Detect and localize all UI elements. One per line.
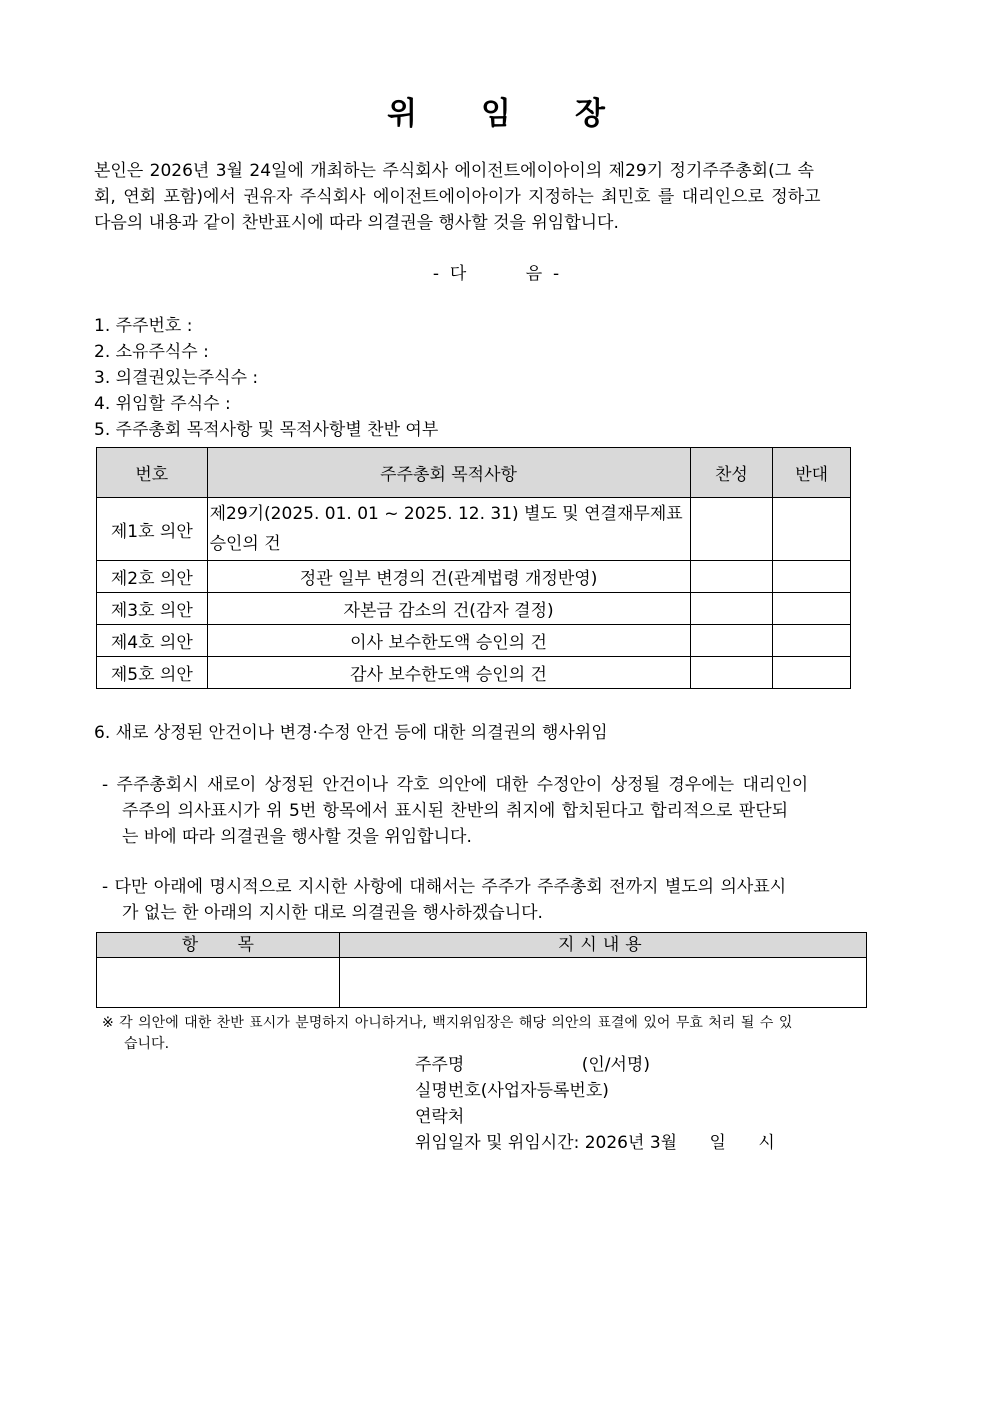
header-number: 번호 [97, 448, 208, 498]
agenda-header-row [97, 448, 851, 498]
item-shareholder-no: 1. 주주번호 : [94, 316, 193, 336]
instruction-item-cell[interactable] [97, 958, 340, 1008]
oppose-cell[interactable] [773, 561, 851, 593]
bullet-instructions [102, 874, 898, 926]
table-row [97, 625, 851, 657]
delegation-date-label: 위임일자 및 위임시간: 2026년 3월 일 시 [415, 1133, 775, 1153]
shareholder-name-row [415, 1052, 775, 1078]
header-approve: 찬성 [690, 448, 773, 498]
footnote [102, 1013, 902, 1055]
table-row [97, 593, 851, 625]
agenda-no: 제4호 의안 [97, 625, 208, 657]
title-char-3: 장 [574, 96, 605, 132]
intro-line-1: 본인은 2026년 3월 24일에 개최하는 주식회사 에이전트에이아이의 제29기 정기주주총회(그 속 [94, 161, 814, 181]
note-line-2: 습니다. [124, 1036, 170, 1052]
bullet1-line-1: - 주주총회시 새로이 상정된 안건이나 각호 의안에 대한 수정안이 상정될 경우에는 대리인이 [102, 775, 809, 795]
title-char-1: 위 [387, 96, 418, 132]
agenda-no: 제3호 의안 [97, 593, 208, 625]
agenda-subject-line-1: 제29기(2025. 01. 01 ~ 2025. 12. 31) 별도 및 연결재무제표 [209, 504, 683, 524]
instruction-table [96, 932, 867, 1008]
agenda-no: 제1호 의안 [97, 498, 208, 561]
header-item: 항 목 [97, 933, 340, 958]
table-row [97, 498, 851, 561]
bullet-new-agenda [102, 772, 898, 850]
oppose-cell[interactable] [773, 657, 851, 689]
agenda-subject: 감사 보수한도액 승인의 건 [207, 657, 690, 689]
agenda-table [96, 447, 851, 689]
agenda-subject-line-2: 승인의 건 [209, 534, 281, 554]
oppose-cell[interactable] [773, 593, 851, 625]
bullet1-line-3: 는 바에 따라 의결권을 행사할 것을 위임합니다. [122, 827, 472, 847]
contact-label: 연락처 [415, 1107, 465, 1127]
agenda-no: 제5호 의안 [97, 657, 208, 689]
item-agenda-heading: 5. 주주총회 목적사항 및 목적사항별 찬반 여부 [94, 420, 439, 440]
signature-block [415, 1052, 775, 1156]
approve-cell[interactable] [690, 498, 773, 561]
approve-cell[interactable] [690, 561, 773, 593]
instruction-row [97, 958, 867, 1008]
approve-cell[interactable] [690, 657, 773, 689]
item-owned-shares: 2. 소유주식수 : [94, 342, 209, 362]
instruction-header-row [97, 933, 867, 958]
title-char-2: 임 [481, 96, 511, 132]
id-number-label: 실명번호(사업자등록번호) [415, 1081, 609, 1101]
page-title [0, 88, 992, 133]
oppose-cell[interactable] [773, 498, 851, 561]
seal-label: (인/서명) [581, 1055, 650, 1075]
header-instruction: 지시내용 [339, 933, 866, 958]
approve-cell[interactable] [690, 625, 773, 657]
shareholder-name-label: 주주명 [415, 1055, 465, 1075]
header-oppose: 반대 [773, 448, 851, 498]
agenda-subject: 이사 보수한도액 승인의 건 [207, 625, 690, 657]
bullet2-line-1: - 다만 아래에 명시적으로 지시한 사항에 대해서는 주주가 주주총회 전까지 별도의 의사표시 [102, 877, 787, 897]
approve-cell[interactable] [690, 593, 773, 625]
table-row [97, 561, 851, 593]
item-voting-shares: 3. 의결권있는주식수 : [94, 368, 259, 388]
agenda-no: 제2호 의안 [97, 561, 208, 593]
info-list [94, 313, 894, 443]
agenda-subject [207, 498, 690, 561]
note-line-1: ※ 각 의안에 대한 찬반 표시가 분명하지 아니하거나, 백지위임장은 해당 의안의 표결에 있어 무효 처리 될 수 있 [102, 1015, 793, 1031]
bullet2-line-2: 가 없는 한 아래의 지시한 대로 의결권을 행사하겠습니다. [122, 903, 543, 923]
intro-line-3: 다음의 내용과 같이 찬반표시에 따라 의결권을 행사할 것을 위임합니다. [94, 213, 619, 233]
instruction-content-cell[interactable] [339, 958, 866, 1008]
item-delegated-shares: 4. 위임할 주식수 : [94, 394, 231, 414]
next-heading: - 다 음 - [432, 264, 560, 284]
intro-paragraph [94, 158, 898, 236]
agenda-subject: 정관 일부 변경의 건(관계법령 개정반영) [207, 561, 690, 593]
intro-line-2: 회, 연회 포함)에서 권유자 주식회사 에이전트에이아이가 지정하는 최민호 를 대리인으로 정하고 [94, 187, 821, 207]
bullet1-line-2: 주주의 의사표시가 위 5번 항목에서 표시된 찬반의 취지에 합치된다고 합리적으로 판단되 [122, 801, 789, 821]
table-row [97, 657, 851, 689]
oppose-cell[interactable] [773, 625, 851, 657]
item-new-agenda: 6. 새로 상정된 안건이나 변경·수정 안건 등에 대한 의결권의 행사위임 [94, 723, 608, 743]
header-subject: 주주총회 목적사항 [207, 448, 690, 498]
agenda-subject: 자본금 감소의 건(감자 결정) [207, 593, 690, 625]
